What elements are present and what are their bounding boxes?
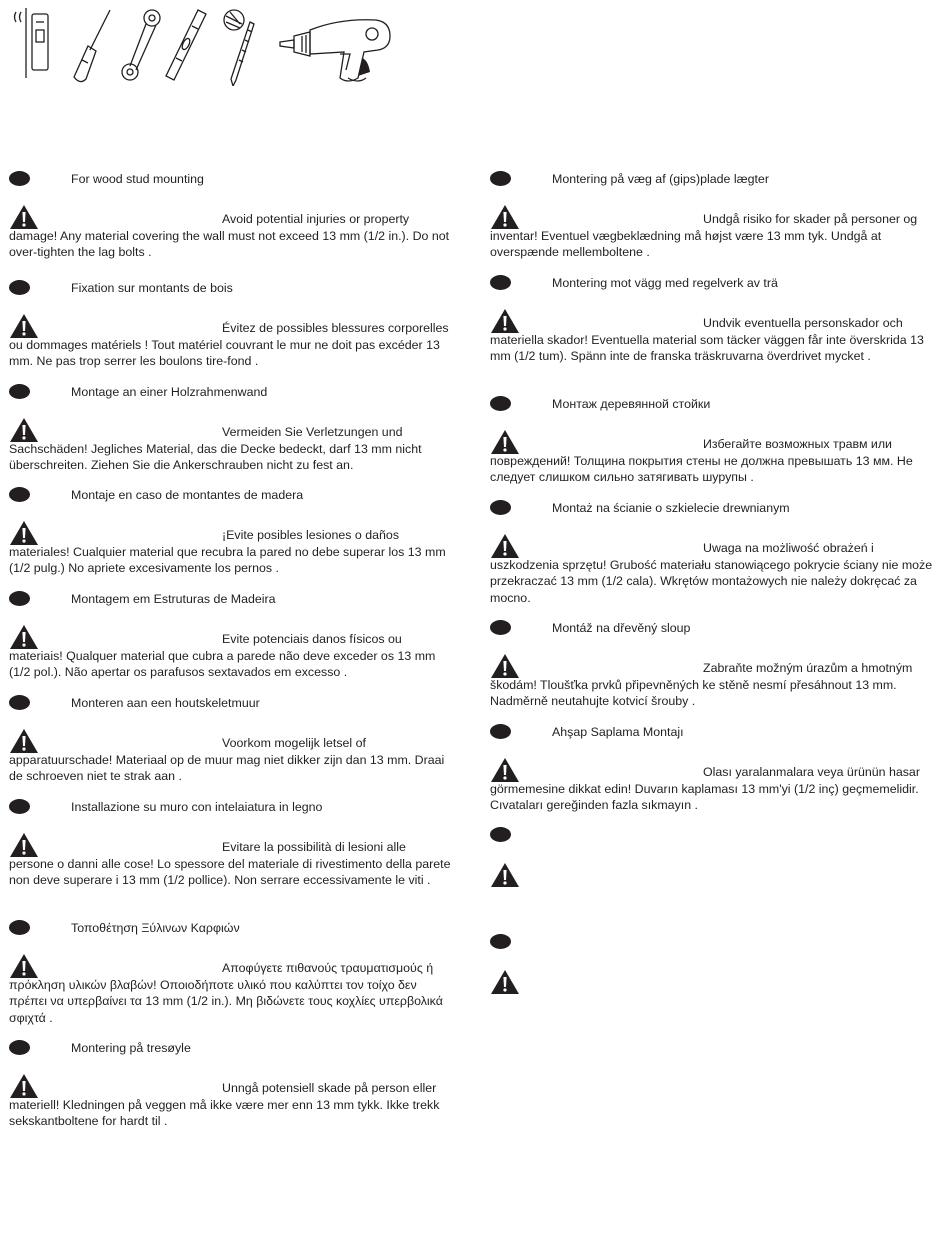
level-icon (158, 8, 210, 84)
warning-block (490, 308, 935, 365)
warning-block (9, 204, 454, 261)
warning-triangle-icon (490, 308, 520, 334)
language-badge (9, 591, 30, 606)
warning-block (9, 520, 454, 577)
warning-triangle-icon (490, 969, 520, 995)
language-badge (9, 799, 30, 814)
tools-illustration (12, 8, 412, 88)
warning-text (490, 969, 935, 976)
mounting-title: Τοποθέτηση Ξύλινων Καρφιών (71, 921, 240, 935)
language-badge (490, 827, 511, 842)
warning-text: Évitez de possibles blessures corporelles ou dommages matériels ! Tout matériel couvrant le mur ne doit pas excéder 13 mm. Ne pas trop serrer les boulons tire-fond . (9, 321, 449, 369)
stud-finder-icon (12, 8, 56, 78)
warning-block (490, 757, 935, 814)
warning-triangle-icon (9, 1073, 39, 1099)
mounting-title: Installazione su muro con intelaiatura in legno (71, 800, 323, 814)
mounting-title: Монтаж деревянной стойки (552, 397, 711, 411)
warning-triangle-icon (9, 204, 39, 230)
mounting-title: Ahşap Saplama Montajı (552, 725, 684, 739)
warning-triangle-icon (490, 757, 520, 783)
language-badge (9, 280, 30, 295)
language-badge (490, 275, 511, 290)
warning-triangle-icon (490, 429, 520, 455)
language-badge (490, 724, 511, 739)
warning-block (490, 969, 935, 976)
warning-text: Undgå risiko for skader på personer og inventar! Eventuel vægbeklædning må højst være 13 mm tyk. Undgå at overspænde mellemboltene . (490, 212, 918, 260)
warning-block (490, 533, 935, 606)
warning-block (490, 429, 935, 486)
language-badge (9, 695, 30, 710)
warning-text: Avoid potential injuries or property damage! Any material covering the wall must not exceed 13 mm (1/2 in.). Do not over-tighten the lag bolts . (9, 212, 450, 260)
language-badge (490, 934, 511, 949)
warning-block (9, 313, 454, 370)
warning-triangle-icon (490, 653, 520, 679)
language-badge (9, 487, 30, 502)
warning-block (9, 728, 454, 785)
warning-triangle-icon (9, 520, 39, 546)
warning-triangle-icon (9, 728, 39, 754)
mounting-title: Montering mot vägg med regelverk av trä (552, 276, 778, 290)
warning-block (9, 417, 454, 474)
language-badge (9, 920, 30, 935)
mounting-title: Montering på væg af (gips)plade lægter (552, 172, 769, 186)
language-badge (490, 620, 511, 635)
warning-text: Olası yaralanmalara veya ürünün hasar görmemesine dikkat edin! Duvarın kaplaması 13 mm'yi (1/2 inç) geçmemelidir. Cıvataları gereğinden fazla sıkmayın . (490, 765, 920, 813)
warning-text: Voorkom mogelijk letsel of apparatuurschade! Materiaal op de muur mag niet dikker zijn dan 13 mm. Draai de schroeven niet te strak aan . (9, 736, 445, 784)
warning-text: Vermeiden Sie Verletzungen und Sachschäden! Jegliches Material, das die Decke bedeckt, darf 13 mm nicht überschreiten. Ziehen Sie die Ankerschrauben nicht zu fest an. (9, 425, 422, 473)
warning-block (9, 624, 454, 681)
language-badge (9, 384, 30, 399)
warning-triangle-icon (9, 832, 39, 858)
warning-text: Unngå potensiell skade på person eller materiell! Kledningen på veggen må ikke være mer enn 13 mm tykk. Ikke trekk sekskantboltene for hardt til . (9, 1081, 440, 1129)
warning-block (9, 1073, 454, 1130)
mounting-title: Fixation sur montants de bois (71, 281, 233, 295)
warning-block (490, 862, 935, 869)
warning-text: Uwaga na możliwość obrażeń i uszkodzenia sprzętu! Grubość materiału stanowiącego pokrycie ściany nie może przekraczać 13 mm (1/2 cala). Wkrętów montażowych nie należy dokręcać za mocno. (490, 541, 933, 605)
warning-text: Избегайте возможных травм или повреждений! Толщина покрытия стены не должна превышать 13 мм. Не следует слишком сильно затягивать шурупы . (490, 437, 913, 485)
mounting-title: Monteren aan een houtskeletmuur (71, 696, 260, 710)
language-badge (9, 1040, 30, 1055)
mounting-title: Montering på tresøyle (71, 1041, 191, 1055)
warning-triangle-icon (9, 624, 39, 650)
language-badge (490, 396, 511, 411)
warning-triangle-icon (490, 204, 520, 230)
warning-block (9, 832, 454, 889)
language-badge (9, 171, 30, 186)
warning-text: Evite potenciais danos físicos ou materiais! Qualquer material que cubra a parede não deve exceder os 13 mm (1/2 pol.). Não apertar os parafusos sextavados em excesso . (9, 632, 436, 680)
warning-text: Αποφύγετε πιθανούς τραυματισμούς ή πρόκληση υλικών βλαβών! Οποιοδήποτε υλικό που καλύπτει τον τοίχο δεν πρέπει να υπερβαίνει τα 13 mm (1/2 in.). Μη βιδώνετε τους κοχλίες υπερβολικά σφιχτά . (9, 961, 443, 1025)
mounting-title: Montáž na dřevěný sloup (552, 621, 691, 635)
warning-text (490, 862, 935, 869)
warning-triangle-icon (490, 862, 520, 888)
warning-text: ¡Evite posibles lesiones o daños materiales! Cualquier material que recubra la pared no debe superar los 13 mm (1/2 pulg.) No apriete excesivamente los pernos . (9, 528, 446, 576)
mounting-title: Montagem em Estruturas de Madeira (71, 592, 276, 606)
power-drill-icon (278, 8, 396, 84)
warning-block (9, 953, 454, 1026)
mounting-title: For wood stud mounting (71, 172, 204, 186)
warning-triangle-icon (9, 417, 39, 443)
warning-block (490, 204, 935, 261)
wrench-icon (116, 8, 162, 84)
warning-triangle-icon (9, 313, 39, 339)
drill-bit-icon (214, 8, 264, 86)
language-badge (490, 171, 511, 186)
awl-icon (68, 8, 118, 84)
warning-block (490, 653, 935, 710)
language-badge (490, 500, 511, 515)
mounting-title: Montaje en caso de montantes de madera (71, 488, 304, 502)
mounting-title: Montaż na ścianie o szkielecie drewnianym (552, 501, 790, 515)
mounting-title: Montage an einer Holzrahmenwand (71, 385, 268, 399)
warning-triangle-icon (9, 953, 39, 979)
warning-triangle-icon (490, 533, 520, 559)
warning-text: Zabraňte možným úrazům a hmotným škodám! Tloušťka prvků připevněných ke stěně nesmí přesáhnout 13 mm. Nadměrně neutahujte kotvicí šrouby . (490, 661, 913, 709)
warning-text: Undvik eventuella personskador och materiella skador! Eventuella material som täcker väggen får inte överskrida 13 mm (1/2 tum). Spänn inte de franska träskruvarna överdrivet mycket . (490, 316, 924, 364)
warning-text: Evitare la possibilità di lesioni alle persone o danni alle cose! Lo spessore del materiale di rivestimento della parete non deve superare i 13 mm (1/2 pollice). Non serrare eccessivamente le viti . (9, 840, 451, 888)
